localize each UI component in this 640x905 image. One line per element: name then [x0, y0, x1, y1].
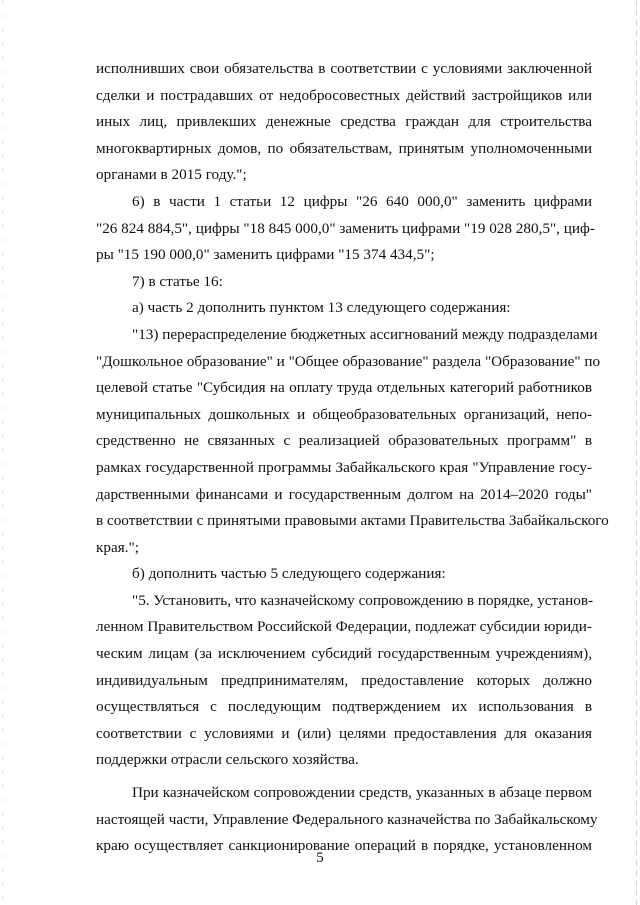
text-line: иных лиц, привлекших денежные средства граждан для строительства — [96, 113, 592, 131]
text-line: муниципальных дошкольных и общеобразовательных организаций, непо- — [96, 405, 592, 423]
text-line: индивидуальным предпринимателям, предоставление которых должно — [96, 671, 592, 689]
text-line: исполнивших свои обязательства в соответствии с условиями заключенной — [96, 60, 592, 77]
page-number: 5 — [316, 850, 324, 866]
scan-edge-left — [2, 0, 3, 905]
text-line: 6) в части 1 статьи 12 цифры "26 640 000,0" заменить цифрами — [132, 192, 592, 210]
text-line: "13) перераспределение бюджетных ассигнований между подразделами — [132, 325, 598, 343]
text-line: края."; — [96, 538, 139, 556]
text-line: краю осуществляет санкционирование операций в порядке, установленном — [96, 837, 592, 855]
text-line: поддержки отрасли сельского хозяйства. — [96, 751, 359, 769]
text-line: многоквартирных домов, по обязательствам, принятым уполномоченными — [96, 139, 592, 157]
text-line: в соответствии с принятыми правовыми актами Правительства Забайкальского — [96, 512, 609, 530]
text-line: "Дошкольное образование" и "Общее образование" раздела "Образование" по — [96, 352, 601, 370]
text-line: "26 824 884,5", цифры "18 845 000,0" заменить цифрами "19 028 280,5", циф- — [96, 219, 595, 237]
text-line: "5. Установить, что казначейскому сопровождению в порядке, установ- — [132, 591, 594, 609]
scan-edge-right — [636, 0, 637, 905]
text-line: При казначейском сопровождении средств, указанных в абзаце первом — [132, 784, 592, 802]
text-line: сделки и пострадавших от недобросовестных действий застройщиков или — [96, 86, 592, 104]
text-line: рамках государственной программы Забайкальского края "Управление госу- — [96, 458, 592, 476]
text-line: настоящей части, Управление Федерального казначейства по Забайкальскому — [96, 810, 598, 828]
text-line: дарственными финансами и государственным долгом на 2014–2020 годы" — [96, 485, 592, 503]
text-line: б) дополнить частью 5 следующего содержания: — [132, 565, 446, 583]
text-line: 7) в статье 16: — [132, 272, 223, 290]
text-line: соответствии с условиями и (или) целями предоставления для оказания — [96, 724, 592, 742]
text-line: осуществляться с последующим подтверждением их использования в — [96, 698, 592, 716]
text-line: ры "15 190 000,0" заменить цифрами "15 374 434,5"; — [96, 246, 435, 264]
text-line: целевой статье "Субсидия на оплату труда отдельных категорий работников — [96, 379, 592, 397]
text-line: а) часть 2 дополнить пунктом 13 следующего содержания: — [132, 299, 511, 317]
text-line: ленном Правительством Российской Федерации, подлежат субсидии юриди- — [96, 618, 592, 636]
text-line: ческим лицам (за исключением субсидий государственным учреждениям), — [96, 645, 592, 663]
text-line: органами в 2015 году."; — [96, 166, 247, 184]
document-body — [96, 56, 609, 860]
text-line: средственно не связанных с реализацией образовательных программ" в — [96, 432, 592, 450]
